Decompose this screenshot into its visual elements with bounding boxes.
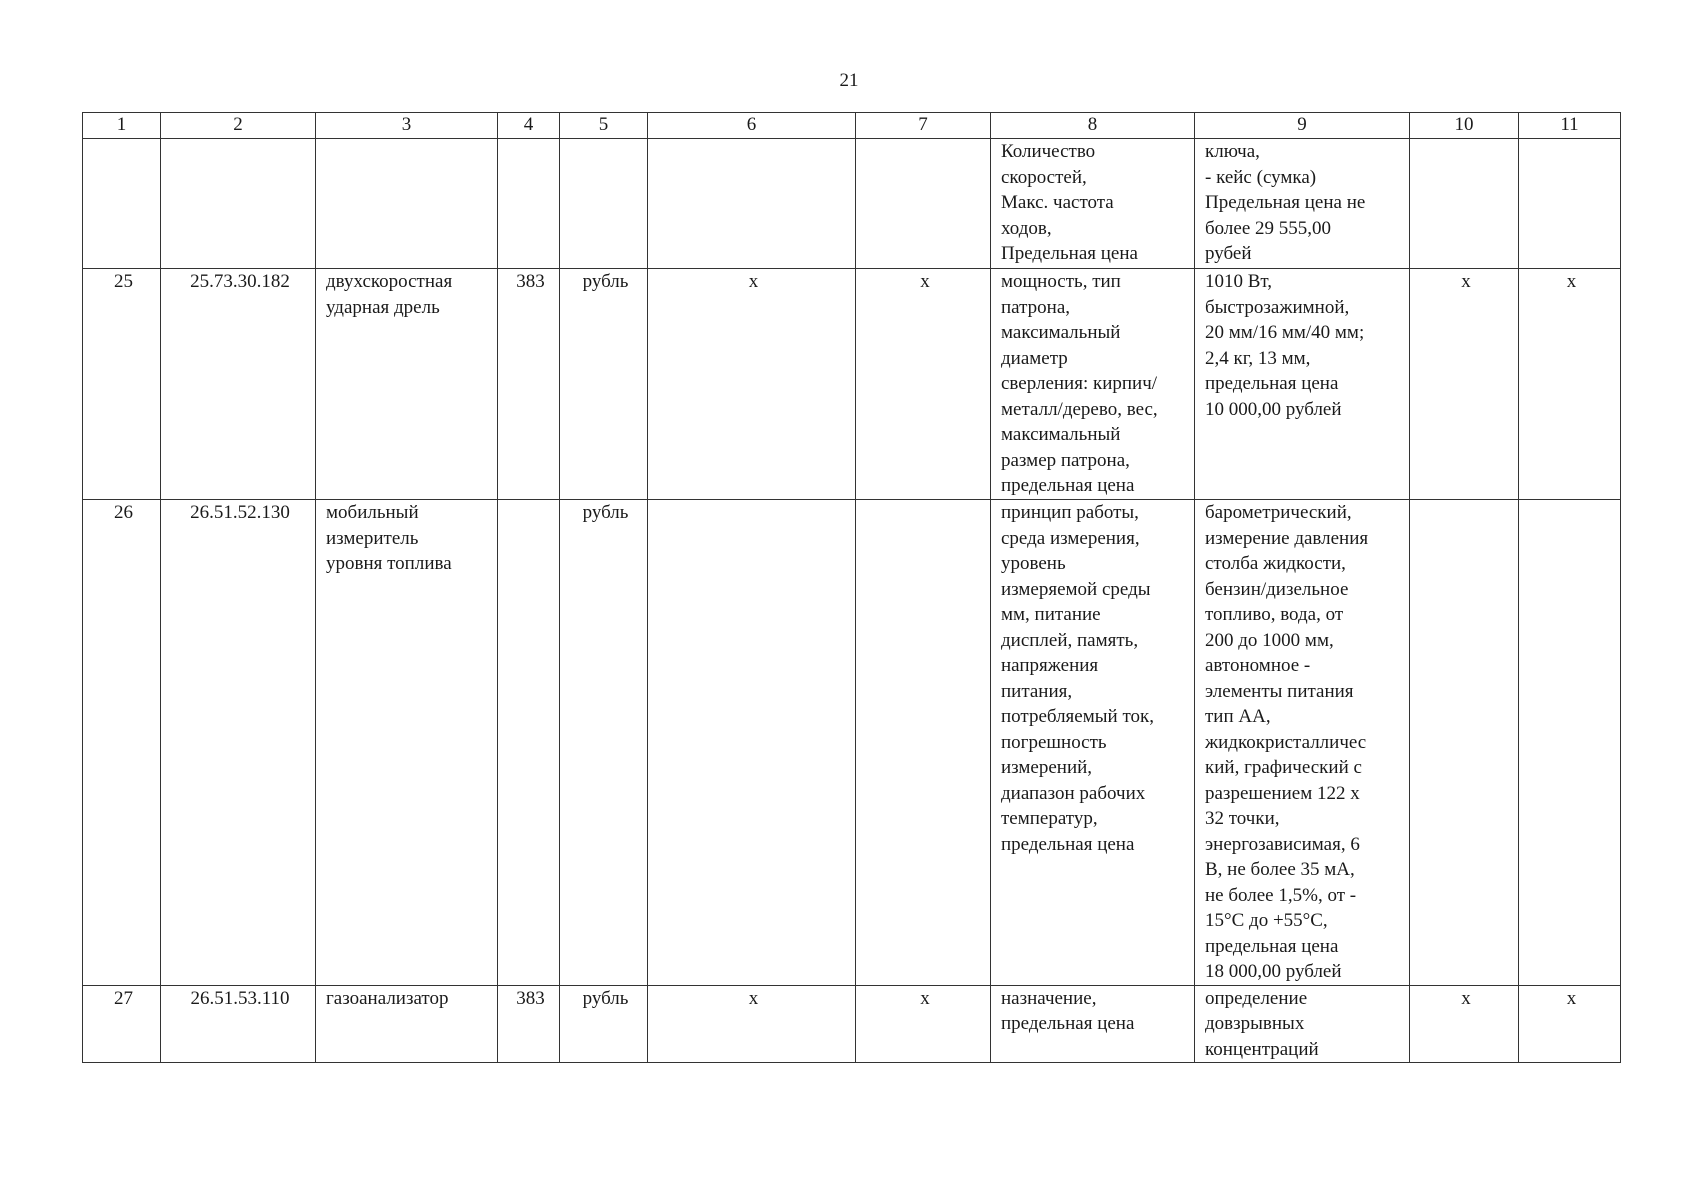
column-number: 3 — [316, 113, 498, 139]
values-cell: определение довзрывных концентраций — [1195, 985, 1410, 1063]
okpd2-code — [161, 139, 316, 269]
values-cell: 1010 Вт, быстрозажимной, 20 мм/16 мм/40 мм; 2,4 кг, 13 мм, предельная цена 10 000,00 рублей — [1195, 269, 1410, 500]
unit-name: рубль — [560, 500, 648, 986]
cell-col11: х — [1519, 269, 1621, 500]
characteristics-cell: назначение, предельная цена — [991, 985, 1195, 1063]
cell-col7: х — [856, 985, 991, 1063]
okei-code: 383 — [498, 985, 560, 1063]
values-cell: ключа, - кейс (сумка) Предельная цена не более 29 555,00 рубей — [1195, 139, 1410, 269]
cell-col6: х — [648, 269, 856, 500]
okpd2-code: 25.73.30.182 — [161, 269, 316, 500]
okei-code — [498, 139, 560, 269]
cell-col10 — [1410, 139, 1519, 269]
column-number: 7 — [856, 113, 991, 139]
column-number: 4 — [498, 113, 560, 139]
characteristics-cell: Количество скоростей, Макс. частота ходов, Предельная цена — [991, 139, 1195, 269]
cell-col10: х — [1410, 985, 1519, 1063]
cell-col11: х — [1519, 985, 1621, 1063]
unit-name: рубль — [560, 269, 648, 500]
column-number: 11 — [1519, 113, 1621, 139]
item-name: газоанализатор — [316, 985, 498, 1063]
item-name — [316, 139, 498, 269]
item-number — [83, 139, 161, 269]
okpd2-code: 26.51.53.110 — [161, 985, 316, 1063]
column-number: 6 — [648, 113, 856, 139]
item-number: 26 — [83, 500, 161, 986]
column-number: 1 — [83, 113, 161, 139]
okei-code: 383 — [498, 269, 560, 500]
cell-col10 — [1410, 500, 1519, 986]
page-number: 21 — [839, 70, 859, 91]
cell-col7: х — [856, 269, 991, 500]
table-row — [83, 985, 1621, 1063]
cell-col6 — [648, 139, 856, 269]
item-number: 27 — [83, 985, 161, 1063]
cell-col7 — [856, 500, 991, 986]
table-row — [83, 269, 1621, 500]
item-name: мобильный измеритель уровня топлива — [316, 500, 498, 986]
unit-name: рубль — [560, 985, 648, 1063]
characteristics-cell: принцип работы, среда измерения, уровень измеряемой среды мм, питание дисплей, память, напряжения питания, потребляемый ток, погрешность измерений, диапазон рабочих температур, предельная цена — [991, 500, 1195, 986]
cell-col10: х — [1410, 269, 1519, 500]
cell-col7 — [856, 139, 991, 269]
column-number: 8 — [991, 113, 1195, 139]
item-name: двухскоростная ударная дрель — [316, 269, 498, 500]
column-number: 10 — [1410, 113, 1519, 139]
cell-col11 — [1519, 139, 1621, 269]
table-row — [83, 139, 1621, 269]
characteristics-cell: мощность, тип патрона, максимальный диаметр сверления: кирпич/ металл/дерево, вес, максимальный размер патрона, предельная цена — [991, 269, 1195, 500]
okei-code — [498, 500, 560, 986]
unit-name — [560, 139, 648, 269]
cell-col11 — [1519, 500, 1621, 986]
cell-col6: х — [648, 985, 856, 1063]
column-number: 2 — [161, 113, 316, 139]
table-row — [83, 500, 1621, 986]
column-number: 9 — [1195, 113, 1410, 139]
okpd2-code: 26.51.52.130 — [161, 500, 316, 986]
values-cell: барометрический, измерение давления столба жидкости, бензин/дизельное топливо, вода, от 200 до 1000 мм, автономное - элементы питания тип АА, жидкокристалличес кий, графический с разрешением 122 х 32 точки, энергозависимая, 6 В, не более 35 мА, не более 1,5%, от - 15°С до +55°С, предельная цена 18 000,00 рублей — [1195, 500, 1410, 986]
item-number: 25 — [83, 269, 161, 500]
column-number: 5 — [560, 113, 648, 139]
cell-col6 — [648, 500, 856, 986]
requirements-table — [82, 112, 1621, 1063]
column-number-row — [83, 113, 1621, 139]
